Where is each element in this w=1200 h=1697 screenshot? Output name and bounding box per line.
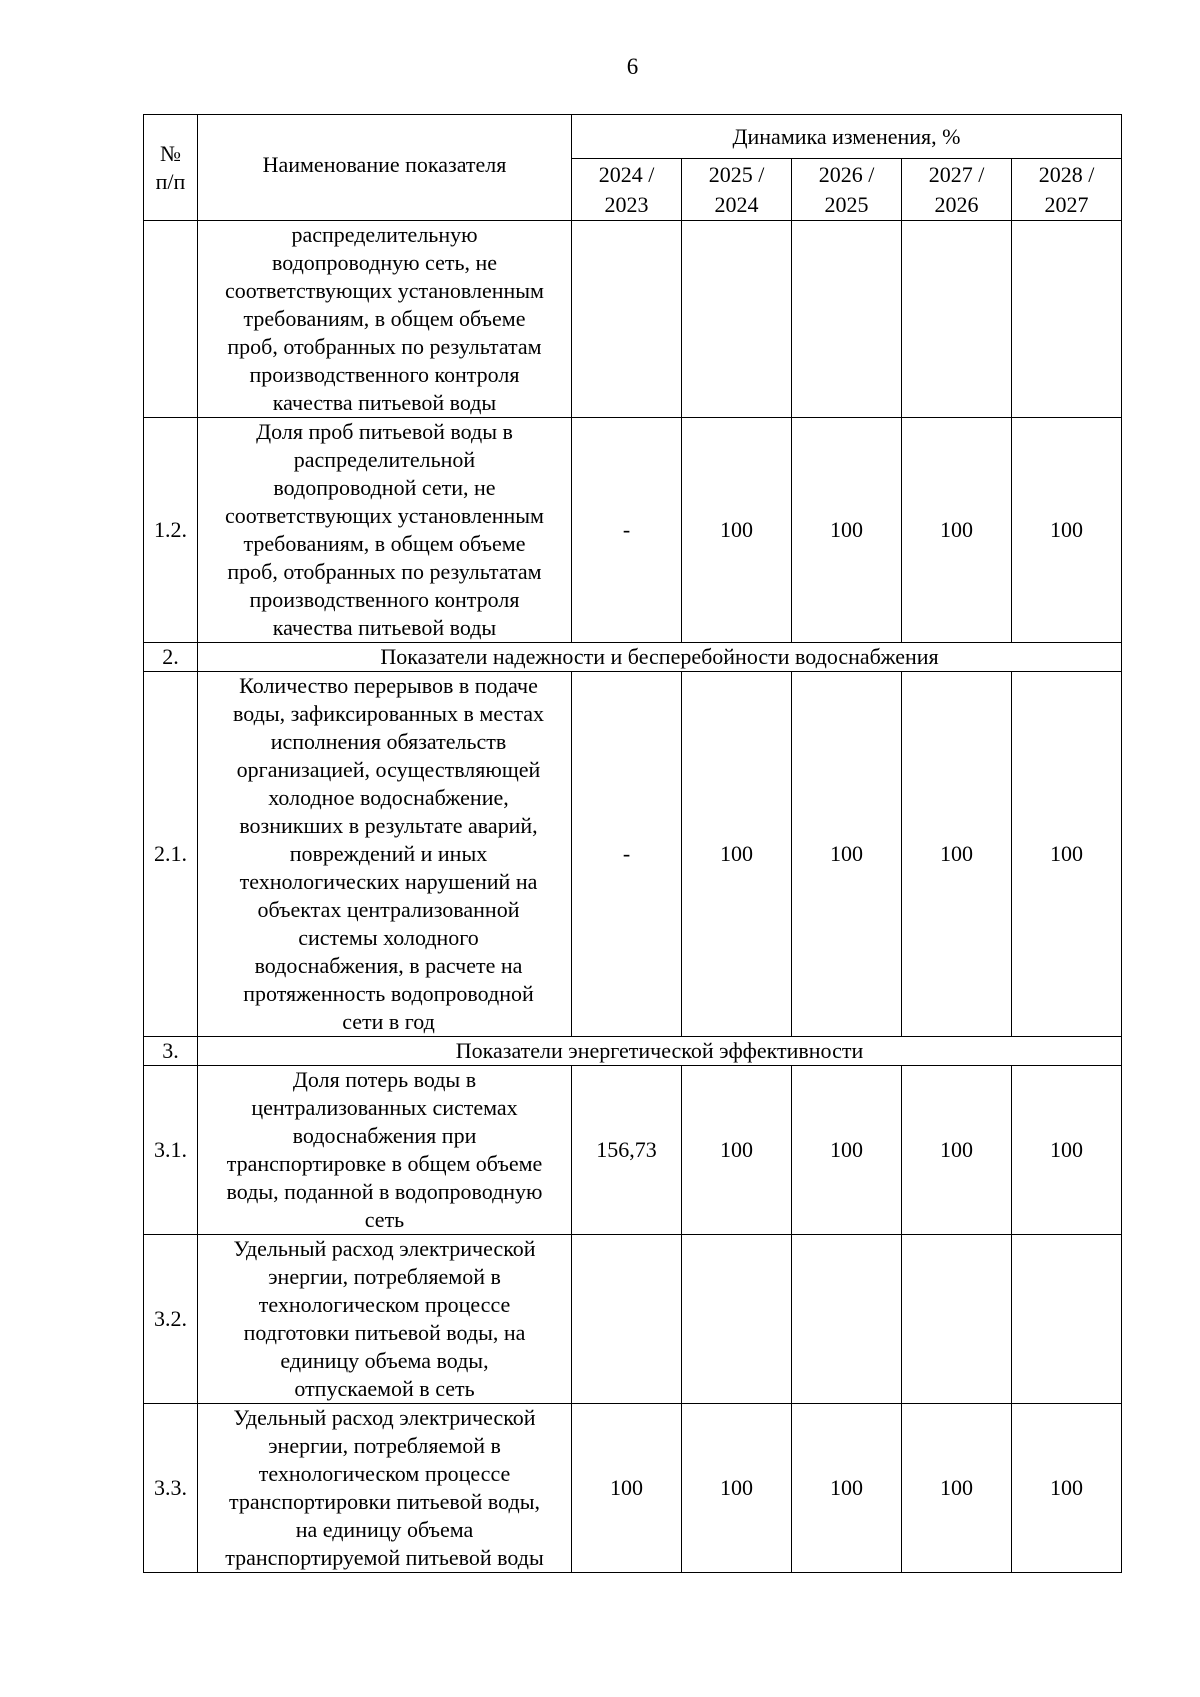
indicator-name-line: протяженность водопроводной bbox=[243, 981, 534, 1006]
value-cell-0: - bbox=[572, 418, 682, 643]
value-cell-0 bbox=[572, 221, 682, 418]
indicator-name-line: технологическом процессе bbox=[258, 1292, 511, 1317]
header-period-bottom: 2027 bbox=[1044, 191, 1089, 217]
indicator-name-line: повреждений и иных bbox=[289, 841, 488, 866]
indicator-name-line: качества питьевой воды bbox=[272, 390, 497, 415]
indicator-name-line: возникших в результате аварий, bbox=[239, 813, 538, 838]
indicator-name-line: технологическом процессе bbox=[258, 1461, 511, 1486]
value-cell-0: 100 bbox=[572, 1404, 682, 1573]
value-cell-1: 100 bbox=[682, 418, 792, 643]
indicator-name bbox=[198, 418, 572, 643]
header-period-bottom: 2024 bbox=[714, 191, 759, 217]
indicator-name-line: системы холодного bbox=[298, 925, 479, 950]
header-period-top: 2027 / bbox=[928, 161, 985, 187]
header-period-0 bbox=[572, 159, 682, 221]
value-cell-4: 100 bbox=[1012, 1066, 1122, 1235]
value-cell-4 bbox=[1012, 1235, 1122, 1404]
indicator-name bbox=[198, 672, 572, 1037]
value-cell-0 bbox=[572, 1235, 682, 1404]
indicator-name-line: проб, отобранных по результатам bbox=[227, 559, 542, 584]
indicator-name-line: качества питьевой воды bbox=[272, 615, 497, 640]
value-cell-0: 156,73 bbox=[572, 1066, 682, 1235]
indicator-name-line: требованиям, в общем объеме bbox=[243, 306, 526, 331]
indicator-name bbox=[198, 1235, 572, 1404]
value-cell-1: 100 bbox=[682, 1066, 792, 1235]
indicator-name-line: воды, поданной в водопроводную bbox=[226, 1179, 543, 1204]
indicator-name-line: производственного контроля bbox=[249, 362, 520, 387]
indicator-name-line: сеть bbox=[364, 1207, 405, 1232]
section-title: Показатели надежности и бесперебойности водоснабжения bbox=[198, 643, 1122, 672]
table-row bbox=[144, 221, 1122, 418]
value-cell-3 bbox=[902, 221, 1012, 418]
indicator-name-line: технологических нарушений на bbox=[239, 869, 538, 894]
value-cell-4: 100 bbox=[1012, 418, 1122, 643]
indicator-name-line: Доля потерь воды в bbox=[292, 1067, 477, 1092]
header-name-col: Наименование показателя bbox=[198, 115, 572, 221]
value-cell-3 bbox=[902, 1235, 1012, 1404]
header-dynamics-title: Динамика изменения, % bbox=[572, 115, 1122, 159]
indicator-name-line: на единицу объема bbox=[295, 1517, 474, 1542]
value-cell-1 bbox=[682, 221, 792, 418]
header-period-top: 2024 / bbox=[598, 161, 655, 187]
row-number: 3.3. bbox=[144, 1404, 198, 1573]
header-period-bottom: 2025 bbox=[824, 191, 869, 217]
indicator-name-line: воды, зафиксированных в местах bbox=[233, 701, 544, 726]
value-cell-1: 100 bbox=[682, 1404, 792, 1573]
header-period-3 bbox=[902, 159, 1012, 221]
value-cell-2: 100 bbox=[792, 1404, 902, 1573]
row-number: 3.2. bbox=[144, 1235, 198, 1404]
table-row bbox=[144, 1235, 1122, 1404]
indicator-name-line: транспортировки питьевой воды, bbox=[229, 1489, 540, 1514]
indicator-name-line: сети в год bbox=[342, 1009, 435, 1034]
row-number: 3.1. bbox=[144, 1066, 198, 1235]
indicators-table bbox=[143, 114, 1122, 1573]
header-period-top: 2028 / bbox=[1038, 161, 1095, 187]
section-row bbox=[144, 643, 1122, 672]
indicator-name-line: проб, отобранных по результатам bbox=[227, 334, 542, 359]
indicator-name-line: распределительную bbox=[291, 222, 478, 247]
indicator-name-line: отпускаемой в сеть bbox=[294, 1376, 475, 1401]
table-row bbox=[144, 418, 1122, 643]
value-cell-4: 100 bbox=[1012, 672, 1122, 1037]
header-period-top: 2026 / bbox=[818, 161, 875, 187]
header-row-top bbox=[144, 115, 1122, 159]
header-period-bottom: 2023 bbox=[604, 191, 649, 217]
row-number bbox=[144, 221, 198, 418]
indicator-name-line: транспортируемой питьевой воды bbox=[225, 1545, 544, 1570]
value-cell-4: 100 bbox=[1012, 1404, 1122, 1573]
indicator-name-line: организацией, осуществляющей bbox=[236, 757, 541, 782]
indicator-name-line: энергии, потребляемой в bbox=[268, 1433, 501, 1458]
value-cell-3: 100 bbox=[902, 672, 1012, 1037]
value-cell-3: 100 bbox=[902, 418, 1012, 643]
value-cell-2: 100 bbox=[792, 418, 902, 643]
table-row bbox=[144, 1404, 1122, 1573]
section-title: Показатели энергетической эффективности bbox=[198, 1037, 1122, 1066]
page-number: 6 bbox=[626, 54, 639, 79]
section-row bbox=[144, 1037, 1122, 1066]
indicator-name-line: водопроводную сеть, не bbox=[271, 250, 498, 275]
indicator-name-line: объектах централизованной bbox=[257, 897, 520, 922]
indicator-name-line: соответствующих установленным bbox=[225, 503, 544, 528]
header-period-2 bbox=[792, 159, 902, 221]
value-cell-3: 100 bbox=[902, 1066, 1012, 1235]
indicator-name-line: водопроводной сети, не bbox=[273, 475, 496, 500]
table-row bbox=[144, 672, 1122, 1037]
indicator-name-line: холодное водоснабжение, bbox=[268, 785, 509, 810]
indicator-name-line: распределительной bbox=[293, 447, 476, 472]
row-number: 2.1. bbox=[144, 672, 198, 1037]
indicator-name bbox=[198, 221, 572, 418]
indicator-name-line: Удельный расход электрической bbox=[233, 1236, 536, 1261]
indicator-name-line: водоснабжения, в расчете на bbox=[254, 953, 523, 978]
row-number: 3. bbox=[144, 1037, 198, 1066]
header-period-top: 2025 / bbox=[708, 161, 765, 187]
indicator-name-line: единицу объема воды, bbox=[280, 1348, 489, 1373]
value-cell-4 bbox=[1012, 221, 1122, 418]
header-period-1 bbox=[682, 159, 792, 221]
value-cell-2: 100 bbox=[792, 1066, 902, 1235]
indicator-name-line: подготовки питьевой воды, на bbox=[243, 1320, 526, 1345]
header-period-bottom: 2026 bbox=[934, 191, 979, 217]
indicator-name-line: Количество перерывов в подаче bbox=[239, 673, 538, 698]
indicator-name-line: соответствующих установленным bbox=[225, 278, 544, 303]
table-row bbox=[144, 1066, 1122, 1235]
indicator-name-line: производственного контроля bbox=[249, 587, 520, 612]
value-cell-2 bbox=[792, 1235, 902, 1404]
value-cell-0: - bbox=[572, 672, 682, 1037]
indicator-name-line: водоснабжения при bbox=[292, 1123, 477, 1148]
indicator-name-line: требованиям, в общем объеме bbox=[243, 531, 526, 556]
indicator-name-line: Доля проб питьевой воды в bbox=[256, 419, 513, 444]
value-cell-3: 100 bbox=[902, 1404, 1012, 1573]
value-cell-1: 100 bbox=[682, 672, 792, 1037]
row-number: 1.2. bbox=[144, 418, 198, 643]
value-cell-2: 100 bbox=[792, 672, 902, 1037]
indicator-name bbox=[198, 1404, 572, 1573]
indicator-name-line: Удельный расход электрической bbox=[233, 1405, 536, 1430]
indicator-name-line: транспортировке в общем объеме bbox=[226, 1151, 543, 1176]
indicator-name-line: централизованных системах bbox=[251, 1095, 518, 1120]
header-period-4 bbox=[1012, 159, 1122, 221]
header-num-col: № п/п bbox=[144, 115, 198, 221]
value-cell-2 bbox=[792, 221, 902, 418]
indicator-name bbox=[198, 1066, 572, 1235]
value-cell-1 bbox=[682, 1235, 792, 1404]
indicator-name-line: исполнения обязательств bbox=[270, 729, 507, 754]
row-number: 2. bbox=[144, 643, 198, 672]
indicator-name-line: энергии, потребляемой в bbox=[268, 1264, 501, 1289]
